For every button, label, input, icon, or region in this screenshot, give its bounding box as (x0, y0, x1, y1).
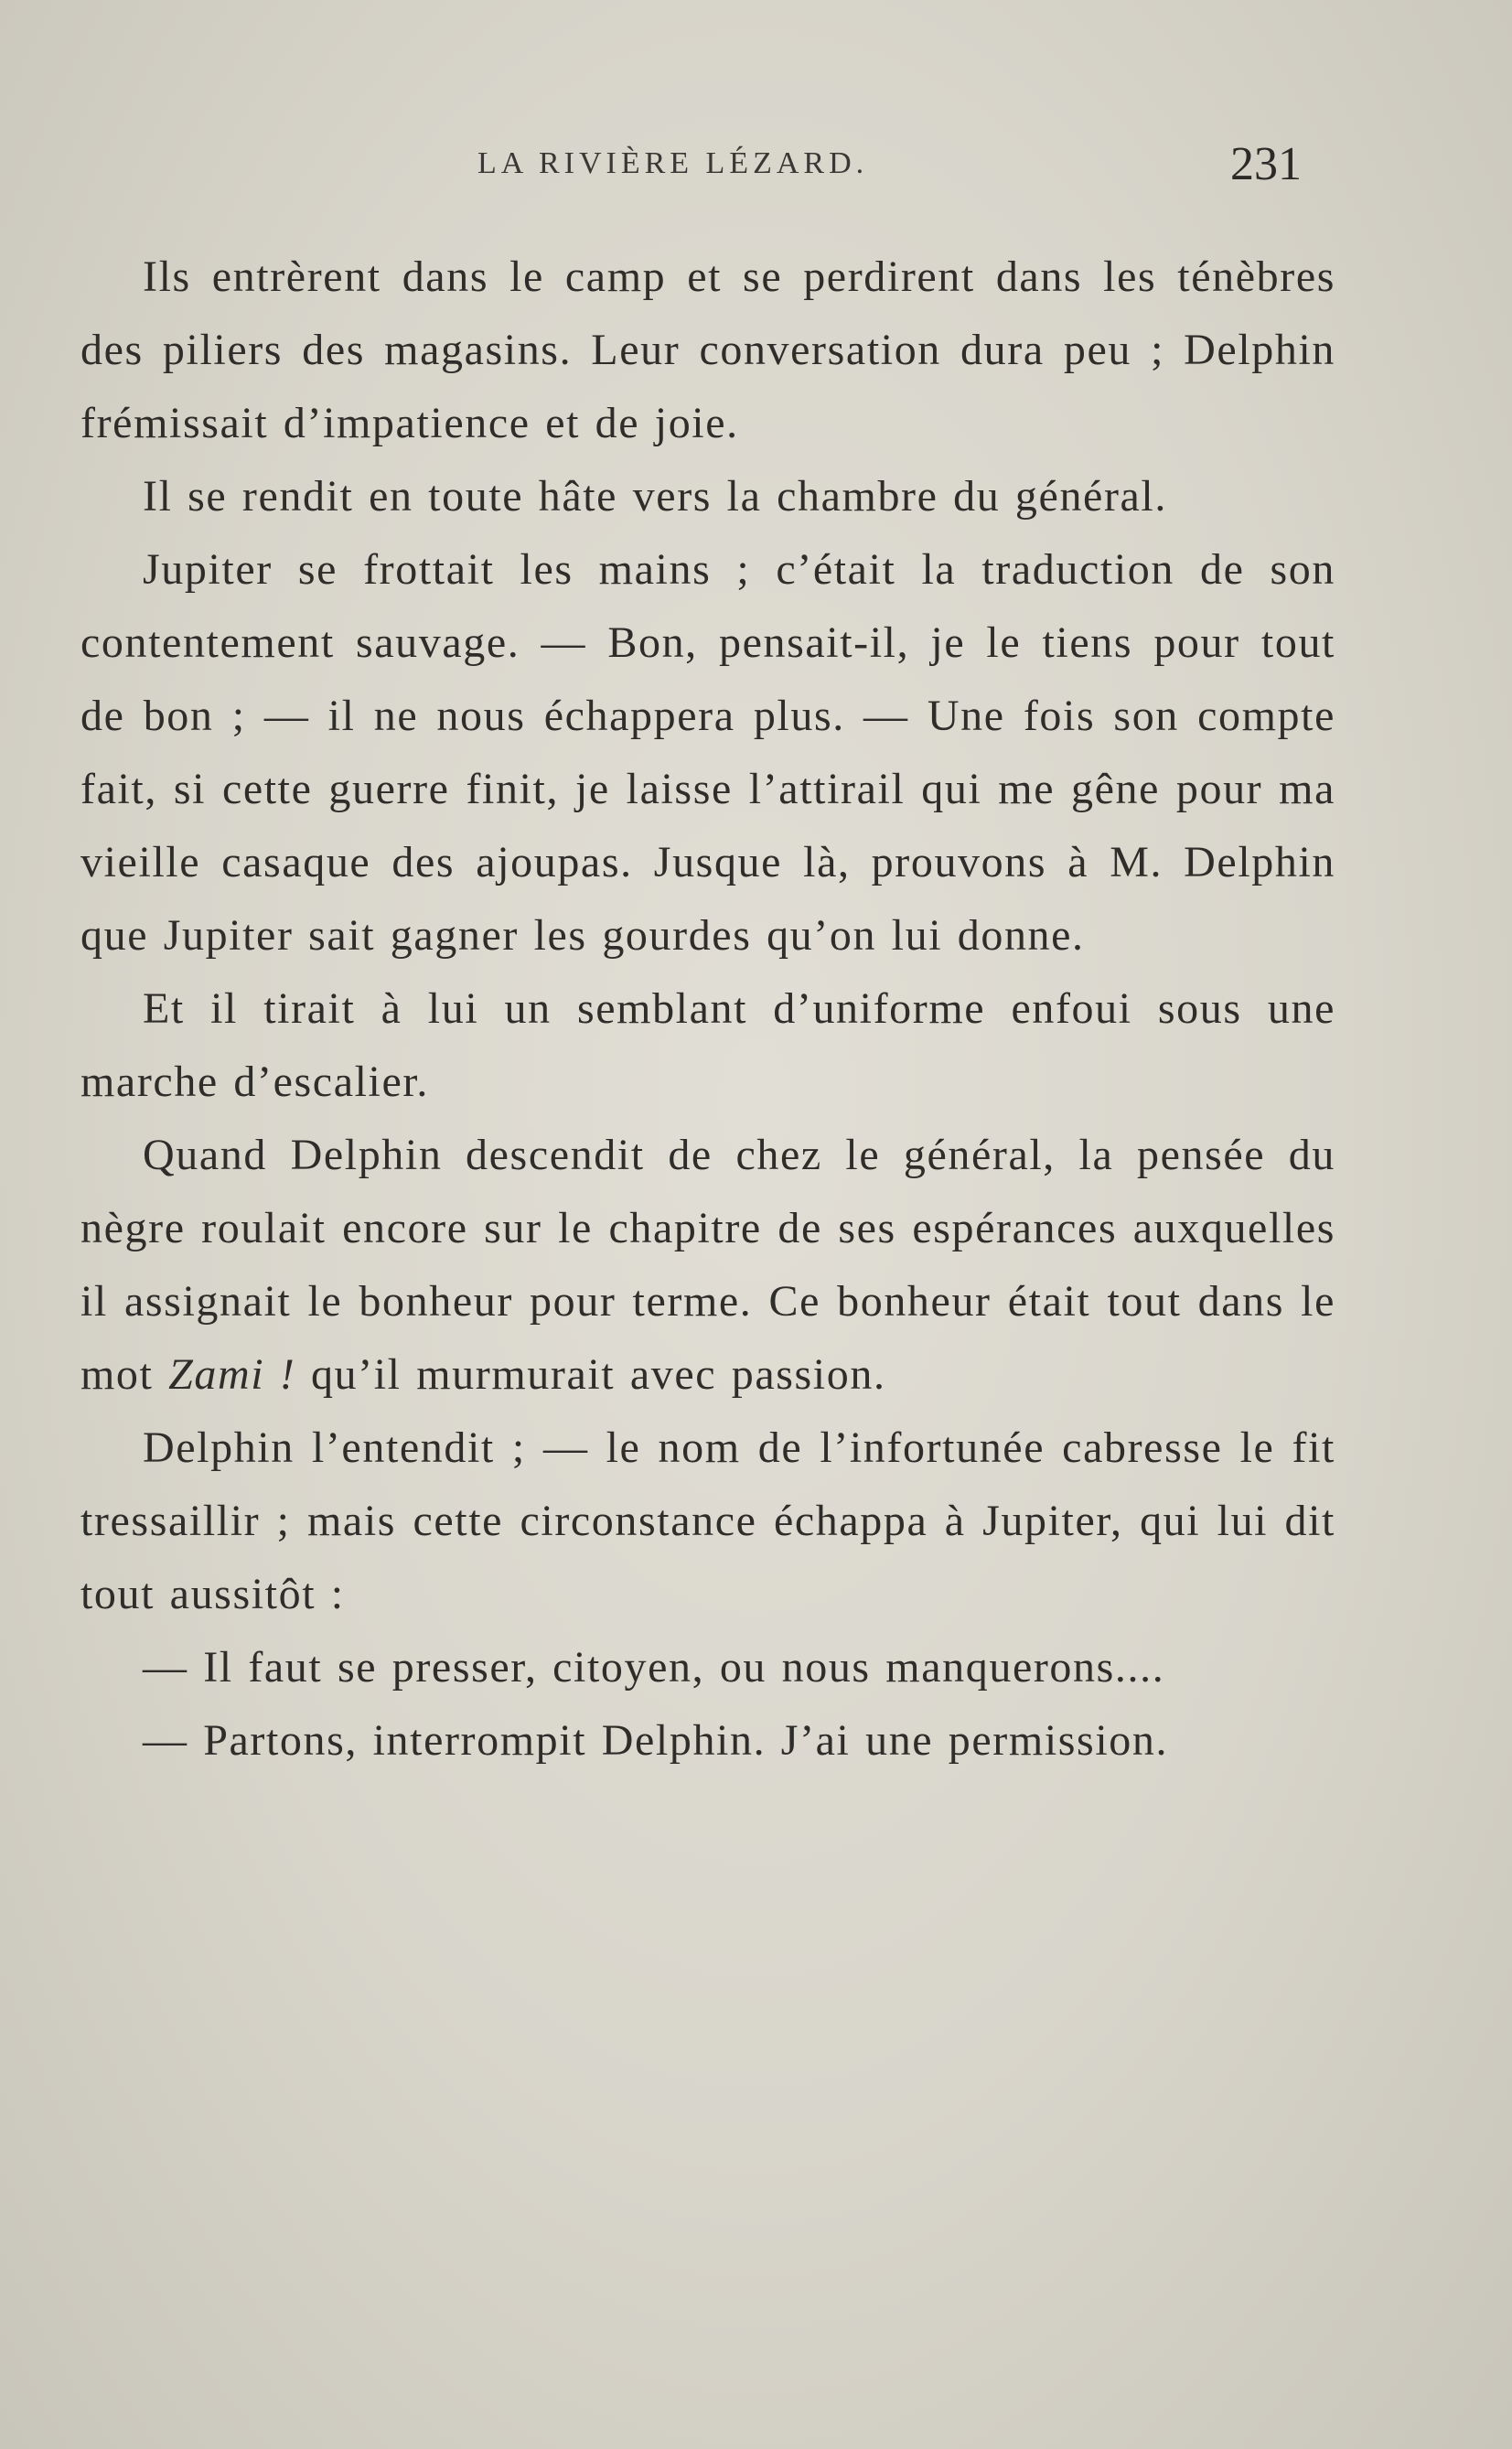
page-number: 231 (1230, 138, 1302, 190)
body-text (80, 241, 1335, 1778)
paragraph: — Il faut se presser, citoyen, ou nous manquerons.... (143, 1643, 1165, 1692)
paragraph: Il se rendit en toute hâte vers la chambre du général. (143, 472, 1167, 521)
paragraph: — Partons, interrompit Delphin. J’ai une permission. (143, 1716, 1169, 1765)
paragraph: Jupiter se frottait les mains ; c’était la traduction de son contentement sauvage. — Bon, pensait-il, je le tiens pour tout de bon ; — il ne nous échappera plus. — Une fois son compte fait, si cette guerre finit, je laisse l’attirail qui me gêne pour ma vieille casaque des ajoupas. Jusque là, prouvons à M. Delphin que Jupiter sait gagner les gourdes qu’on lui donne. (80, 545, 1335, 960)
paragraph (80, 1119, 1335, 1412)
paragraph-text: qu’il murmurait avec passion. (295, 1350, 886, 1399)
paragraph: Delphin l’entendit ; — le nom de l’infortunée cabresse le fit tressaillir ; mais cette circonstance échappa à Jupiter, qui lui dit tout aussitôt : (80, 1423, 1335, 1618)
paragraph: Ils entrèrent dans le camp et se perdirent dans les ténèbres des piliers des magasins. Leur conversation dura peu ; Delphin frémissait d’impatience et de joie. (80, 252, 1335, 447)
paragraph-text: Quand Delphin descendit de chez le général, la pensée du nègre roulait encore sur le chapitre de ses espérances auxquelles il assignait le bonheur pour terme. Ce bonheur était tout dans le mot (80, 1131, 1335, 1399)
paragraph: Et il tirait à lui un semblant d’uniforme enfoui sous une marche d’escalier. (80, 984, 1335, 1106)
emphasized-word: Zami ! (168, 1350, 296, 1399)
running-head: LA RIVIÈRE LÉZARD. (477, 146, 869, 180)
